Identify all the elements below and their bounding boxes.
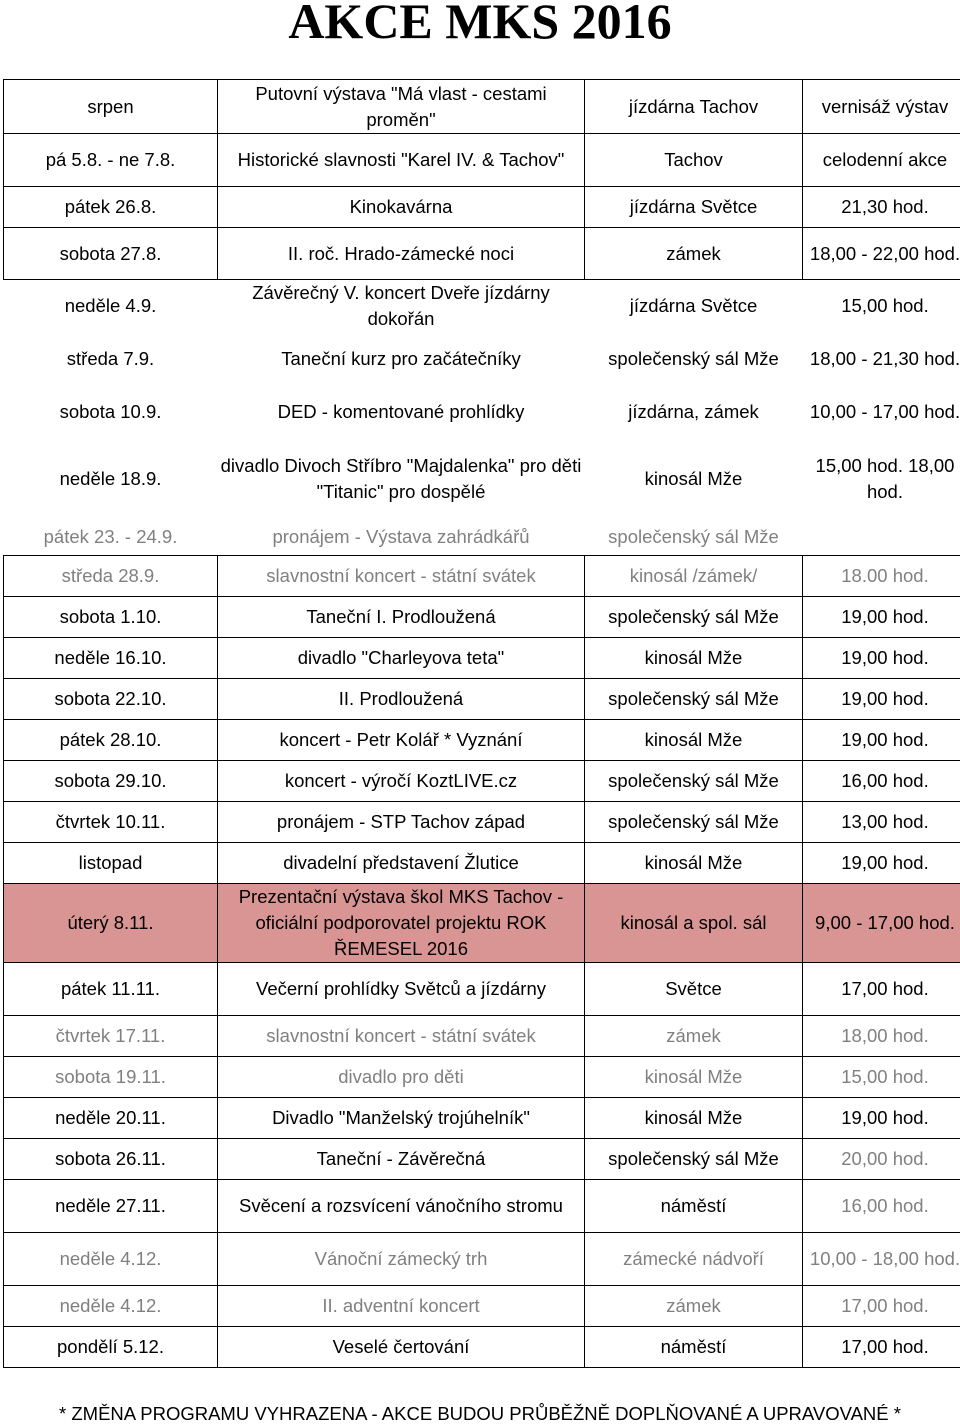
event-time: 17,00 hod. xyxy=(803,963,960,1016)
event-time: 19,00 hod. xyxy=(803,1098,960,1139)
event-place: kinosál a spol. sál xyxy=(585,884,803,963)
event-date: sobota 27.8. xyxy=(4,228,218,280)
event-time xyxy=(803,519,960,556)
table-row xyxy=(4,1139,960,1180)
event-time: 20,00 hod. xyxy=(803,1139,960,1180)
event-date: neděle 4.12. xyxy=(4,1286,218,1327)
event-date: pátek 11.11. xyxy=(4,963,218,1016)
table-row xyxy=(4,1016,960,1057)
event-place: společenský sál Mže xyxy=(608,348,779,369)
event-place: kinosál Mže xyxy=(585,638,803,679)
event-place: zámek xyxy=(585,1286,803,1327)
table-row xyxy=(4,720,960,761)
table-row xyxy=(4,556,960,597)
event-name: Taneční kurz pro začátečníky xyxy=(281,348,521,369)
event-name: Taneční I. Prodloužená xyxy=(218,597,585,638)
event-date: pá 5.8. - ne 7.8. xyxy=(4,134,218,187)
event-place: společenský sál Mže xyxy=(608,525,779,547)
table-row xyxy=(4,597,960,638)
event-name: koncert - Petr Kolář * Vyznání xyxy=(218,720,585,761)
page-title: AKCE MKS 2016 xyxy=(288,0,672,49)
event-name: pronájem - Výstava zahrádkářů xyxy=(272,525,530,547)
event-name: divadelní představení Žlutice xyxy=(218,843,585,884)
event-date: neděle 20.11. xyxy=(4,1098,218,1139)
table-row xyxy=(4,802,960,843)
table-row xyxy=(4,963,960,1016)
event-time: celodenní akce xyxy=(803,134,960,187)
event-place: jízdárna Tachov xyxy=(585,80,803,134)
event-name: Závěrečný V. koncert Dveře jízdárny dokořán xyxy=(252,282,550,330)
event-name: divadlo pro děti xyxy=(218,1057,585,1098)
event-name: Svěcení a rozsvícení vánočního stromu xyxy=(218,1180,585,1233)
event-time: 15,00 hod. xyxy=(803,1057,960,1098)
table-row xyxy=(4,638,960,679)
event-place: kinosál Mže xyxy=(585,1057,803,1098)
event-time: vernisáž výstav xyxy=(803,80,960,134)
event-place: Tachov xyxy=(585,134,803,187)
event-date: středa 28.9. xyxy=(4,556,218,597)
event-date: úterý 8.11. xyxy=(4,884,218,963)
event-name: Taneční - Závěrečná xyxy=(218,1139,585,1180)
event-name: Divadlo "Manželský trojúhelník" xyxy=(218,1098,585,1139)
event-time: 19,00 hod. xyxy=(803,720,960,761)
event-date: pátek 28.10. xyxy=(4,720,218,761)
table-row xyxy=(4,333,960,386)
event-date: sobota 10.9. xyxy=(59,401,162,422)
event-time: 19,00 hod. xyxy=(803,597,960,638)
event-name: II. Prodloužená xyxy=(218,679,585,720)
event-place: kinosál Mže xyxy=(585,720,803,761)
event-date: sobota 22.10. xyxy=(4,679,218,720)
table-row xyxy=(4,761,960,802)
event-date: sobota 26.11. xyxy=(4,1139,218,1180)
event-name: divadlo Divoch Stříbro "Majdalenka" pro děti "Titanic" pro dospělé xyxy=(220,454,582,502)
event-name: Historické slavnosti "Karel IV. & Tachov" xyxy=(218,134,585,187)
event-name: pronájem - STP Tachov západ xyxy=(218,802,585,843)
table-row xyxy=(4,228,960,280)
table-row xyxy=(4,280,960,333)
event-name: slavnostní koncert - státní svátek xyxy=(218,1016,585,1057)
event-time: 17,00 hod. xyxy=(803,1286,960,1327)
event-name: Večerní prohlídky Světců a jízdárny xyxy=(218,963,585,1016)
table-row xyxy=(4,187,960,228)
event-time: 16,00 hod. xyxy=(803,761,960,802)
event-date: listopad xyxy=(4,843,218,884)
table-row xyxy=(4,1180,960,1233)
event-date: neděle 4.12. xyxy=(4,1233,218,1286)
table-row xyxy=(4,843,960,884)
event-name: DED - komentované prohlídky xyxy=(277,401,525,422)
footer-note: * ZMĚNA PROGRAMU VYHRAZENA - AKCE BUDOU PRŮBĚŽNĚ DOPLŇOVANÉ A UPRAVOVANÉ * xyxy=(59,1403,901,1424)
event-name: II. roč. Hrado-zámecké noci xyxy=(218,228,585,280)
table-row xyxy=(4,679,960,720)
event-place: zámecké nádvoří xyxy=(585,1233,803,1286)
event-place: náměstí xyxy=(585,1180,803,1233)
event-date: čtvrtek 17.11. xyxy=(4,1016,218,1057)
event-time: 10,00 - 18,00 hod. xyxy=(803,1233,960,1286)
event-place: zámek xyxy=(585,228,803,280)
event-date: neděle 4.9. xyxy=(64,295,157,317)
table-row xyxy=(4,884,960,963)
event-name: Vánoční zámecký trh xyxy=(218,1233,585,1286)
event-place: kinosál Mže xyxy=(585,843,803,884)
event-time: 18,00 - 22,00 hod. xyxy=(803,228,960,280)
event-date: sobota 19.11. xyxy=(4,1057,218,1098)
event-time: 21,30 hod. xyxy=(803,187,960,228)
event-time: 16,00 hod. xyxy=(803,1180,960,1233)
event-date: srpen xyxy=(4,80,218,134)
event-place: zámek xyxy=(585,1016,803,1057)
event-date: neděle 18.9. xyxy=(59,467,162,489)
event-place: společenský sál Mže xyxy=(585,761,803,802)
event-place: Světce xyxy=(585,963,803,1016)
table-row xyxy=(4,439,960,519)
event-time: 19,00 hod. xyxy=(803,843,960,884)
table-row xyxy=(4,1327,960,1368)
event-time: 13,00 hod. xyxy=(803,802,960,843)
event-name: koncert - výročí KoztLIVE.cz xyxy=(218,761,585,802)
event-date: sobota 29.10. xyxy=(4,761,218,802)
event-time: 18,00 hod. xyxy=(803,1016,960,1057)
event-date: pátek 23. - 24.9. xyxy=(43,525,178,547)
event-name: slavnostní koncert - státní svátek xyxy=(218,556,585,597)
table-row xyxy=(4,1286,960,1327)
event-name: divadlo "Charleyova teta" xyxy=(218,638,585,679)
event-date: středa 7.9. xyxy=(66,348,155,369)
event-date: sobota 1.10. xyxy=(4,597,218,638)
events-table xyxy=(3,79,960,1368)
event-date: čtvrtek 10.11. xyxy=(4,802,218,843)
event-name: II. adventní koncert xyxy=(218,1286,585,1327)
event-name: Veselé čertování xyxy=(218,1327,585,1368)
table-row xyxy=(4,80,960,134)
event-place: společenský sál Mže xyxy=(585,679,803,720)
event-name: Putovní výstava "Má vlast - cestami proměn" xyxy=(218,80,585,134)
event-place: jízdárna Světce xyxy=(629,295,758,317)
event-date: pátek 26.8. xyxy=(4,187,218,228)
event-date: neděle 27.11. xyxy=(4,1180,218,1233)
event-place: společenský sál Mže xyxy=(585,597,803,638)
event-place: jízdárna Světce xyxy=(585,187,803,228)
event-time: 19,00 hod. xyxy=(803,638,960,679)
event-date: pondělí 5.12. xyxy=(4,1327,218,1368)
event-time: 15,00 hod. 18,00 hod. xyxy=(815,454,955,502)
event-time: 19,00 hod. xyxy=(803,679,960,720)
table-row xyxy=(4,134,960,187)
table-row xyxy=(4,519,960,556)
event-time: 10,00 - 17,00 hod. xyxy=(809,401,960,422)
table-row xyxy=(4,1233,960,1286)
event-time: 17,00 hod. xyxy=(803,1327,960,1368)
event-place: společenský sál Mže xyxy=(585,1139,803,1180)
event-place: náměstí xyxy=(585,1327,803,1368)
table-row xyxy=(4,386,960,439)
table-row xyxy=(4,1098,960,1139)
event-place: kinosál /zámek/ xyxy=(585,556,803,597)
table-row xyxy=(4,1057,960,1098)
event-time: 9,00 - 17,00 hod. xyxy=(803,884,960,963)
event-place: kinosál Mže xyxy=(644,467,743,489)
event-date: neděle 16.10. xyxy=(4,638,218,679)
event-place: kinosál Mže xyxy=(585,1098,803,1139)
event-place: společenský sál Mže xyxy=(585,802,803,843)
event-name: Prezentační výstava škol MKS Tachov - oficiální podporovatel projektu ROK ŘEMESEL 2016 xyxy=(218,884,585,963)
event-time: 18.00 hod. xyxy=(803,556,960,597)
event-time: 18,00 - 21,30 hod. xyxy=(809,348,960,369)
event-name: Kinokavárna xyxy=(218,187,585,228)
event-place: jízdárna, zámek xyxy=(628,401,759,422)
event-time: 15,00 hod. xyxy=(841,295,929,317)
